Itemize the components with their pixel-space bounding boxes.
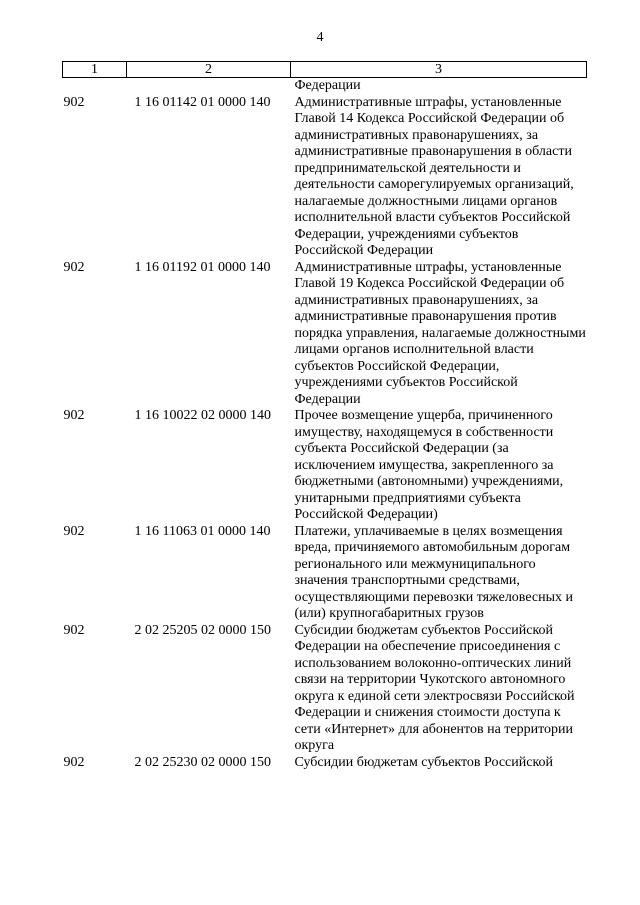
admin-code-cell: 902 <box>63 94 85 110</box>
revenue-name-cell: Административные штрафы, установленные Главой 14 Кодекса Российской Федерации об административных правонарушениях, за административные правонарушения в области предпринимательской деятельности и деятельности саморегулируемых организаций, налагаемые должностными лицами органов исполнительной власти субъектов Российской Федерации, учреждениями субъектов Российской Федерации <box>294 94 574 258</box>
table-row <box>63 408 587 524</box>
revenue-name-cell: Субсидии бюджетам субъектов Российской <box>294 754 554 770</box>
table-row-continuation <box>63 78 587 95</box>
admin-code-cell: 902 <box>63 622 85 638</box>
revenue-name-cell: Прочее возмещение ущерба, причиненного имуществу, находящемуся в собственности субъекта Российской Федерации (за исключением имущества, закрепленного за бюджетными (автономными) учреждениями, унитарными предприятиями субъекта Российской Федерации) <box>294 408 564 522</box>
kbk-code-cell: 1 16 01142 01 0000 140 <box>134 94 271 110</box>
table-header <box>63 62 587 78</box>
kbk-code-cell: 1 16 01192 01 0000 140 <box>134 259 271 275</box>
continuation-text: Федерации <box>294 78 361 93</box>
revenue-name-cell: Субсидии бюджетам субъектов Российской Федерации на обеспечение присоединения с использованием волоконно-оптических линий связи на территории Чукотского автономного округа к единой сети электросвязи Российской Федерации и снижения стоимости доступа к сети «Интернет» для абонентов на территории округа <box>294 622 575 753</box>
admin-code-cell: 902 <box>63 523 85 539</box>
table-row <box>63 623 587 755</box>
table-row <box>63 95 587 260</box>
kbk-code-cell: 1 16 11063 01 0000 140 <box>134 523 271 539</box>
table-row <box>63 755 587 772</box>
admin-code-cell: 902 <box>63 754 85 770</box>
header-col-3: 3 <box>291 62 587 78</box>
revenue-name-cell: Платежи, уплачиваемые в целях возмещения вреда, причиняемого автомобильным дорогам регионального или межмуниципального значения транспортными средствами, осуществляющими перевозки тяжеловесных и (или) крупногабаритных грузов <box>294 523 574 621</box>
kbk-code-cell: 1 16 10022 02 0000 140 <box>134 408 271 423</box>
kbk-code-cell: 2 02 25205 02 0000 150 <box>134 622 271 638</box>
header-col-1: 1 <box>63 62 127 78</box>
admin-code-cell: 902 <box>63 408 85 423</box>
header-col-2: 2 <box>127 62 291 78</box>
table-row <box>63 524 587 623</box>
table-row <box>63 260 587 409</box>
revenue-name-cell: Административные штрафы, установленные Главой 19 Кодекса Российской Федерации об административных правонарушениях, за административные правонарушения против порядка управления, налагаемые должностными лицами органов исполнительной власти субъектов Российской Федерации, учреждениями субъектов Российской Федерации <box>294 259 586 407</box>
kbk-code-cell: 2 02 25230 02 0000 150 <box>134 754 271 770</box>
page-number: 4 <box>316 30 324 45</box>
budget-classification-table <box>62 61 587 771</box>
admin-code-cell: 902 <box>63 259 85 275</box>
